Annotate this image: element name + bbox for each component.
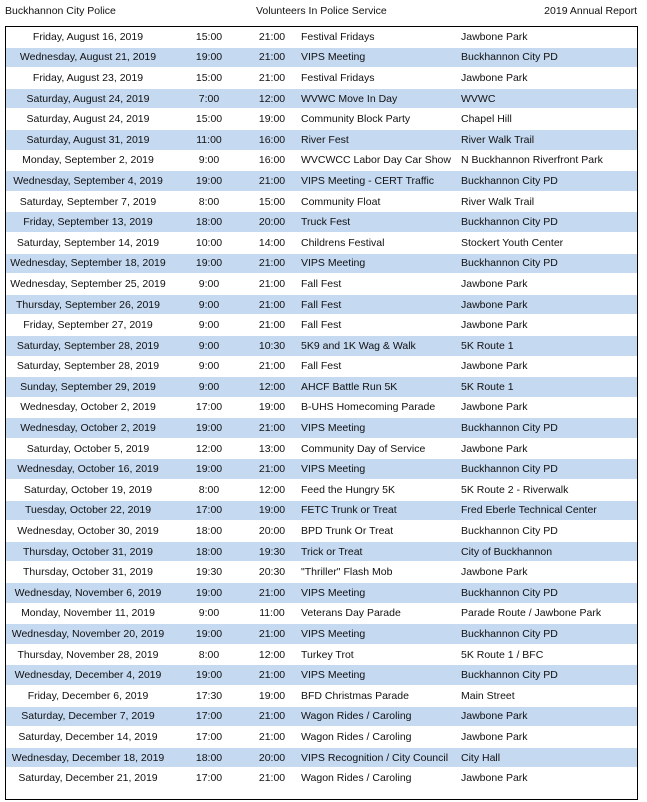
- event-name: Community Float: [297, 191, 457, 212]
- start-time: 8:00: [171, 191, 247, 212]
- event-name: Wagon Rides / Caroling: [297, 768, 457, 789]
- event-location: Jawbone Park: [457, 68, 638, 89]
- start-time: 9:00: [171, 356, 247, 377]
- start-time: 17:00: [171, 397, 247, 418]
- event-name: Trick or Treat: [297, 541, 457, 562]
- end-time: 12:00: [247, 88, 297, 109]
- event-location: 5K Route 1: [457, 377, 638, 398]
- table-row: [5, 665, 638, 686]
- start-time: 19:30: [171, 562, 247, 583]
- event-name: B-UHS Homecoming Parade: [297, 397, 457, 418]
- event-name: VIPS Meeting: [297, 665, 457, 686]
- event-name: Festival Fridays: [297, 68, 457, 89]
- end-time: 20:30: [247, 562, 297, 583]
- start-time: 19:00: [171, 47, 247, 68]
- event-date: Saturday, August 31, 2019: [5, 129, 171, 150]
- event-name: Feed the Hungry 5K: [297, 480, 457, 501]
- end-time: 19:00: [247, 397, 297, 418]
- table-row: [5, 521, 638, 542]
- table-row: [5, 541, 638, 562]
- start-time: 12:00: [171, 438, 247, 459]
- table-row: [5, 109, 638, 130]
- start-time: 9:00: [171, 315, 247, 336]
- event-date: Saturday, December 21, 2019: [5, 768, 171, 789]
- table-row: [5, 686, 638, 707]
- end-time: 21:00: [247, 47, 297, 68]
- table-row: [5, 480, 638, 501]
- event-location: N Buckhannon Riverfront Park: [457, 150, 638, 171]
- table-row: [5, 68, 638, 89]
- event-name: Fall Fest: [297, 356, 457, 377]
- end-time: 21:00: [247, 727, 297, 748]
- end-time: 21:00: [247, 68, 297, 89]
- event-date: Wednesday, October 2, 2019: [5, 397, 171, 418]
- table-row: [5, 191, 638, 212]
- end-time: 21:00: [247, 459, 297, 480]
- event-name: Wagon Rides / Caroling: [297, 727, 457, 748]
- table-row: [5, 644, 638, 665]
- event-location: 5K Route 2 - Riverwalk: [457, 480, 638, 501]
- table-row: [5, 418, 638, 439]
- event-location: Jawbone Park: [457, 274, 638, 295]
- end-time: 21:00: [247, 768, 297, 789]
- event-location: Parade Route / Jawbone Park: [457, 603, 638, 624]
- end-time: 12:00: [247, 644, 297, 665]
- event-date: Saturday, September 7, 2019: [5, 191, 171, 212]
- event-location: Jawbone Park: [457, 706, 638, 727]
- event-name: River Fest: [297, 129, 457, 150]
- table-row: [5, 768, 638, 789]
- start-time: 19:00: [171, 624, 247, 645]
- event-location: Fred Eberle Technical Center: [457, 500, 638, 521]
- table-row: [5, 727, 638, 748]
- event-date: Thursday, November 28, 2019: [5, 644, 171, 665]
- table-row: [5, 500, 638, 521]
- event-date: Monday, September 2, 2019: [5, 150, 171, 171]
- end-time: 21:00: [247, 665, 297, 686]
- end-time: 15:00: [247, 191, 297, 212]
- table-row: [5, 294, 638, 315]
- table-row: [5, 27, 638, 48]
- event-name: AHCF Battle Run 5K: [297, 377, 457, 398]
- start-time: 17:30: [171, 686, 247, 707]
- table-row: [5, 232, 638, 253]
- event-name: BPD Trunk Or Treat: [297, 521, 457, 542]
- table-row: [5, 603, 638, 624]
- event-date: Wednesday, November 6, 2019: [5, 583, 171, 604]
- event-name: VIPS Meeting: [297, 418, 457, 439]
- event-name: Turkey Trot: [297, 644, 457, 665]
- event-date: Wednesday, October 16, 2019: [5, 459, 171, 480]
- event-location: Jawbone Park: [457, 397, 638, 418]
- event-name: VIPS Meeting: [297, 624, 457, 645]
- event-date: Saturday, September 14, 2019: [5, 232, 171, 253]
- start-time: 9:00: [171, 150, 247, 171]
- event-location: 5K Route 1 / BFC: [457, 644, 638, 665]
- event-name: Veterans Day Parade: [297, 603, 457, 624]
- event-date: Wednesday, December 18, 2019: [5, 747, 171, 768]
- event-date: Saturday, December 7, 2019: [5, 706, 171, 727]
- end-time: 20:00: [247, 747, 297, 768]
- end-time: 12:00: [247, 377, 297, 398]
- table-row: [5, 624, 638, 645]
- table-row: [5, 438, 638, 459]
- event-location: Buckhannon City PD: [457, 521, 638, 542]
- event-name: FETC Trunk or Treat: [297, 500, 457, 521]
- end-time: 21:00: [247, 356, 297, 377]
- start-time: 18:00: [171, 521, 247, 542]
- table-row: [5, 377, 638, 398]
- end-time: 21:00: [247, 171, 297, 192]
- end-time: 21:00: [247, 624, 297, 645]
- start-time: 8:00: [171, 480, 247, 501]
- table-row: [5, 171, 638, 192]
- header-title: Volunteers In Police Service: [256, 5, 387, 17]
- event-location: Jawbone Park: [457, 727, 638, 748]
- start-time: 9:00: [171, 377, 247, 398]
- end-time: 16:00: [247, 150, 297, 171]
- table-row: [5, 315, 638, 336]
- end-time: 10:30: [247, 335, 297, 356]
- start-time: 9:00: [171, 294, 247, 315]
- start-time: 15:00: [171, 109, 247, 130]
- start-time: 15:00: [171, 27, 247, 48]
- event-date: Wednesday, November 20, 2019: [5, 624, 171, 645]
- event-location: River Walk Trail: [457, 191, 638, 212]
- end-time: 21:00: [247, 274, 297, 295]
- start-time: 9:00: [171, 335, 247, 356]
- event-location: Buckhannon City PD: [457, 253, 638, 274]
- start-time: 17:00: [171, 768, 247, 789]
- event-location: Jawbone Park: [457, 562, 638, 583]
- event-date: Saturday, October 19, 2019: [5, 480, 171, 501]
- start-time: 11:00: [171, 129, 247, 150]
- events-table-body: [5, 27, 638, 789]
- event-date: Friday, December 6, 2019: [5, 686, 171, 707]
- event-location: River Walk Trail: [457, 129, 638, 150]
- table-row: [5, 335, 638, 356]
- event-date: Saturday, September 28, 2019: [5, 356, 171, 377]
- event-location: Jawbone Park: [457, 356, 638, 377]
- event-name: VIPS Meeting - CERT Traffic: [297, 171, 457, 192]
- start-time: 18:00: [171, 747, 247, 768]
- event-location: 5K Route 1: [457, 335, 638, 356]
- event-name: Community Day of Service: [297, 438, 457, 459]
- start-time: 8:00: [171, 644, 247, 665]
- start-time: 17:00: [171, 706, 247, 727]
- event-location: Buckhannon City PD: [457, 212, 638, 233]
- event-location: Buckhannon City PD: [457, 47, 638, 68]
- end-time: 21:00: [247, 418, 297, 439]
- event-date: Saturday, September 28, 2019: [5, 335, 171, 356]
- event-date: Thursday, October 31, 2019: [5, 562, 171, 583]
- table-row: [5, 129, 638, 150]
- table-row: [5, 459, 638, 480]
- header-organization: Buckhannon City Police: [5, 5, 116, 17]
- event-location: Buckhannon City PD: [457, 418, 638, 439]
- event-date: Thursday, September 26, 2019: [5, 294, 171, 315]
- event-date: Tuesday, October 22, 2019: [5, 500, 171, 521]
- events-table: [5, 26, 638, 789]
- event-location: Jawbone Park: [457, 294, 638, 315]
- event-location: Stockert Youth Center: [457, 232, 638, 253]
- event-name: Wagon Rides / Caroling: [297, 706, 457, 727]
- event-name: Festival Fridays: [297, 27, 457, 48]
- table-row: [5, 150, 638, 171]
- event-date: Saturday, August 24, 2019: [5, 109, 171, 130]
- event-location: Buckhannon City PD: [457, 459, 638, 480]
- event-name: BFD Christmas Parade: [297, 686, 457, 707]
- start-time: 19:00: [171, 665, 247, 686]
- event-name: VIPS Meeting: [297, 583, 457, 604]
- start-time: 19:00: [171, 459, 247, 480]
- event-name: VIPS Meeting: [297, 47, 457, 68]
- event-location: Jawbone Park: [457, 768, 638, 789]
- end-time: 16:00: [247, 129, 297, 150]
- event-name: WVCWCC Labor Day Car Show: [297, 150, 457, 171]
- end-time: 19:00: [247, 109, 297, 130]
- event-location: City Hall: [457, 747, 638, 768]
- table-row: [5, 562, 638, 583]
- event-name: Truck Fest: [297, 212, 457, 233]
- end-time: 11:00: [247, 603, 297, 624]
- event-date: Sunday, September 29, 2019: [5, 377, 171, 398]
- table-row: [5, 706, 638, 727]
- end-time: 21:00: [247, 294, 297, 315]
- start-time: 18:00: [171, 212, 247, 233]
- event-date: Saturday, December 14, 2019: [5, 727, 171, 748]
- event-date: Friday, September 13, 2019: [5, 212, 171, 233]
- event-date: Friday, September 27, 2019: [5, 315, 171, 336]
- event-date: Monday, November 11, 2019: [5, 603, 171, 624]
- table-row: [5, 356, 638, 377]
- event-date: Wednesday, September 25, 2019: [5, 274, 171, 295]
- page-header: [0, 0, 647, 22]
- table-row: [5, 583, 638, 604]
- start-time: 17:00: [171, 727, 247, 748]
- table-row: [5, 274, 638, 295]
- start-time: 18:00: [171, 541, 247, 562]
- header-report: 2019 Annual Report: [544, 5, 637, 17]
- end-time: 21:00: [247, 583, 297, 604]
- table-row: [5, 747, 638, 768]
- event-date: Friday, August 16, 2019: [5, 27, 171, 48]
- event-location: Chapel Hill: [457, 109, 638, 130]
- event-date: Thursday, October 31, 2019: [5, 541, 171, 562]
- event-name: "Thriller" Flash Mob: [297, 562, 457, 583]
- event-name: Fall Fest: [297, 274, 457, 295]
- start-time: 19:00: [171, 253, 247, 274]
- event-name: 5K9 and 1K Wag & Walk: [297, 335, 457, 356]
- end-time: 14:00: [247, 232, 297, 253]
- event-location: Jawbone Park: [457, 27, 638, 48]
- event-name: Community Block Party: [297, 109, 457, 130]
- end-time: 21:00: [247, 253, 297, 274]
- start-time: 15:00: [171, 68, 247, 89]
- event-location: Buckhannon City PD: [457, 171, 638, 192]
- table-row: [5, 212, 638, 233]
- event-name: VIPS Recognition / City Council: [297, 747, 457, 768]
- table-row: [5, 47, 638, 68]
- event-name: Fall Fest: [297, 315, 457, 336]
- event-name: WVWC Move In Day: [297, 88, 457, 109]
- end-time: 12:00: [247, 480, 297, 501]
- event-location: Buckhannon City PD: [457, 665, 638, 686]
- end-time: 21:00: [247, 706, 297, 727]
- event-location: Buckhannon City PD: [457, 583, 638, 604]
- event-date: Wednesday, December 4, 2019: [5, 665, 171, 686]
- end-time: 19:30: [247, 541, 297, 562]
- event-location: City of Buckhannon: [457, 541, 638, 562]
- start-time: 19:00: [171, 171, 247, 192]
- event-date: Saturday, August 24, 2019: [5, 88, 171, 109]
- end-time: 19:00: [247, 500, 297, 521]
- end-time: 19:00: [247, 686, 297, 707]
- end-time: 20:00: [247, 212, 297, 233]
- event-name: VIPS Meeting: [297, 253, 457, 274]
- event-date: Friday, August 23, 2019: [5, 68, 171, 89]
- start-time: 7:00: [171, 88, 247, 109]
- event-location: Main Street: [457, 686, 638, 707]
- event-location: Jawbone Park: [457, 315, 638, 336]
- event-date: Wednesday, October 30, 2019: [5, 521, 171, 542]
- event-date: Wednesday, August 21, 2019: [5, 47, 171, 68]
- start-time: 19:00: [171, 418, 247, 439]
- event-date: Wednesday, October 2, 2019: [5, 418, 171, 439]
- event-date: Saturday, October 5, 2019: [5, 438, 171, 459]
- event-name: Fall Fest: [297, 294, 457, 315]
- event-name: VIPS Meeting: [297, 459, 457, 480]
- event-location: Buckhannon City PD: [457, 624, 638, 645]
- start-time: 19:00: [171, 583, 247, 604]
- event-date: Wednesday, September 4, 2019: [5, 171, 171, 192]
- end-time: 21:00: [247, 315, 297, 336]
- table-row: [5, 253, 638, 274]
- end-time: 21:00: [247, 27, 297, 48]
- event-name: Childrens Festival: [297, 232, 457, 253]
- start-time: 10:00: [171, 232, 247, 253]
- event-location: WVWC: [457, 88, 638, 109]
- start-time: 17:00: [171, 500, 247, 521]
- start-time: 9:00: [171, 603, 247, 624]
- table-row: [5, 88, 638, 109]
- event-location: Jawbone Park: [457, 438, 638, 459]
- table-row: [5, 397, 638, 418]
- event-date: Wednesday, September 18, 2019: [5, 253, 171, 274]
- end-time: 20:00: [247, 521, 297, 542]
- end-time: 13:00: [247, 438, 297, 459]
- start-time: 9:00: [171, 274, 247, 295]
